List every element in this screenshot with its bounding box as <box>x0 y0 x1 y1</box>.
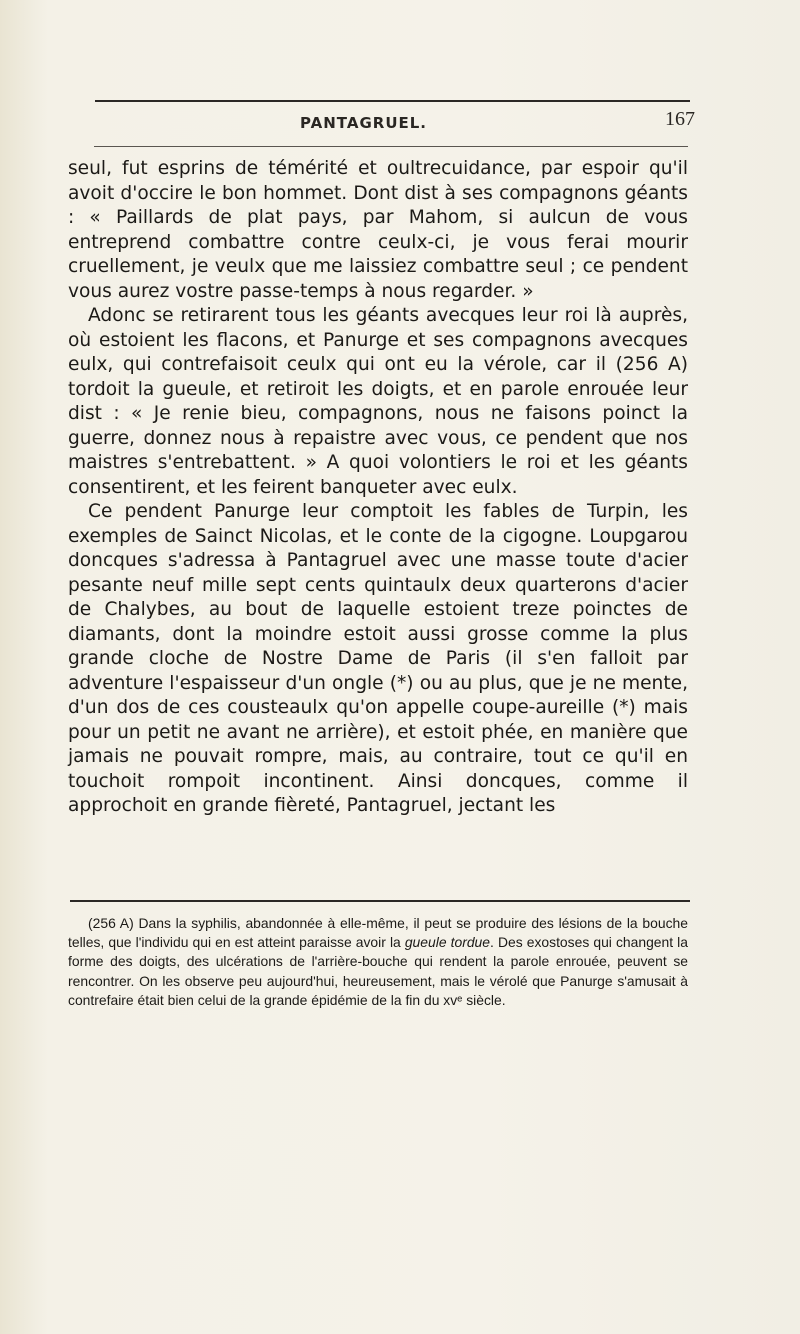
paragraph-1: seul, fut esprins de témérité et oultrecuidance, par espoir qu'il avoit d'occire le bon hommet. Dont dist à ses compagnons géants : « Paillards de plat pays, par Mahom, si aulcun de vous entreprend combattre contre ceulx-ci, je vous ferai mourir cruellement, je veulx que me laissiez combattre seul ; ce pendent vous aurez vostre passe-temps à nous regarder. » <box>68 158 688 302</box>
footnote-text-end: . Des exostoses qui changent la forme des doigts, des ulcérations de l'arrière-bouche qui rendent la parole enrouée, peuvent se rencontrer. On les observe peu aujourd'hui, heureusement, mais le vérolé que Panurge s'amusait à contrefaire était bien celui de la grande épidémie de la fin du xvᵉ siècle. <box>68 934 688 1008</box>
running-head: PANTAGRUEL. <box>300 114 428 132</box>
footnote <box>68 914 688 1010</box>
main-text <box>68 157 688 819</box>
footnote-italic-term: gueule tordue <box>404 934 491 951</box>
footnote-text <box>68 914 688 1010</box>
header-rule <box>94 146 688 147</box>
paragraph-2: Adonc se retirarent tous les géants avecques leur roi là auprès, où estoient les flacons, et Panurge et ses compagnons avecques eulx, qui contrefaisoit ceulx qui ont eu la vérole, car il (256 A) tordoit la gueule, et retiroit les doigts, et en parole enrouée leur dist : « Je renie bieu, compagnons, nous ne faisons poinct la guerre, donnez nous à repaistre avec vous, ce pendent que nos maistres s'entrebattent. » A quoi volontiers le roi et les géants consentirent, et les feirent banqueter avec eulx. <box>68 305 688 498</box>
top-rule <box>95 100 690 102</box>
footnote-text-start: (256 A) Dans la syphilis, abandonnée à elle-même, il peut se produire des lésions de la bouche telles, que l'individu qui en est atteint paraisse avoir la <box>68 915 688 951</box>
footnote-rule <box>70 900 690 902</box>
page-number: 167 <box>665 108 695 130</box>
paragraph-3: Ce pendent Panurge leur comptoit les fables de Turpin, les exemples de Sainct Nicolas, et le conte de la cigogne. Loupgarou doncques s'adressa à Pantagruel avec une masse toute d'acier pesante neuf mille sept cents quintaulx deux quarterons d'acier de Chalybes, au bout de laquelle estoient treze poinctes de diamants, dont la moindre estoit aussi grosse comme la plus grande cloche de Nostre Dame de Paris (il s'en falloit par adventure l'espaisseur d'un ongle (*) ou au plus, que je ne mente, d'un dos de ces cousteaulx qu'on appelle coupe-aureille (*) mais pour un petit ne avant ne arrière), et estoit phée, en manière que jamais ne pouvait rompre, mais, au contraire, tout ce qu'il en touchoit rompoit incontinent. Ainsi doncques, comme il approchoit en grande fièreté, Pantagruel, jectant les <box>68 501 688 816</box>
